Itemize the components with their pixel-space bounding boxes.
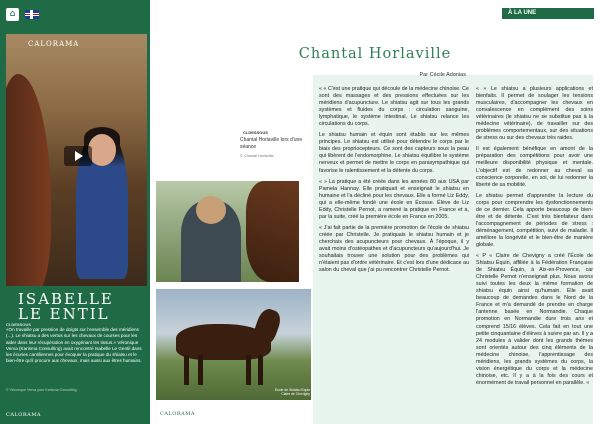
paragraph: « J'ai fait partie de la première promotion de l'école de shiatsu créée par Christelle. Je pratiquais le shiatsu humain et je cherchais des acupuncteurs pour chevaux. À l'époque, il y avait moins d'ostéopathes et d'acupuncteurs qu'aujourd'hui. Je souhaitais trouver une solution pour des problèmes qui n'étaient pas d'ordre vétérinaire. Et c'est lors d'une dédicace au salon du cheval que j'ai pu rencontrer Christelle Pernot. — [319, 224, 469, 274]
uk-flag-icon[interactable] — [25, 10, 39, 19]
left-caption: «On travaille par pression de doigts sur l'ensemble des méridiens (...). Le shiatsu a des vertus sur les chevaux de courses pour les aider dans leur récupération en oxygénant les tissus.» Véronique Verva (Karisma Consulting) avait rencontré Isabelle Le Gentil dans les écuries cantiliennes pour évoquer la pratique du shiatsu et le bien-être qu'il procure aux chevaux, mais aussi aux êtres humains. — [6, 327, 142, 364]
woman-head-shape — [196, 196, 226, 224]
horse-image — [6, 74, 51, 286]
horse-head-shape — [246, 181, 299, 282]
horse-leg — [184, 355, 189, 385]
photo-session — [156, 181, 299, 282]
name-line-2: LE ENTIL — [18, 305, 110, 323]
photo-caption-credit: © Chantal Horlaville — [240, 154, 274, 158]
paragraph: « « C'est une pratique qui découle de la médecine chinoise. Ce sont des massages et des pressions effectuées sur les méridiens d'acupuncture. Le shiatsu agit sur tous les grands systèmes et fluides du corps : circulation sanguine, lymphatique, le système intestinal. Le shiatsu relance les circulations du corps. — [319, 86, 469, 128]
paragraph: Le shiatsu humain et équin sont établis sur les mêmes principes. Le shiatsu est utilisé pour détendre le corps par le biais des propriocepteurs. Ce sont des capteurs sous la peau qui libèrent de l'endomorphine. Le shiatsu équilibre le système nerveux et permet de mettre le corps en parasympathique qui favorise le ralentissement et la détente du corps. — [319, 132, 469, 174]
play-icon[interactable] — [64, 146, 92, 166]
left-credit: © Véronique Verva pour Karisma Consulting — [6, 388, 77, 392]
horse-leg — [258, 355, 263, 385]
photo-horse — [156, 289, 311, 400]
face-shape — [88, 134, 116, 166]
page-title: Chantal Horlaville — [298, 46, 452, 62]
paragraph: Le shiatsu permet d'apprendre la lecture du corps pour comprendre les dysfonctionnements de ce dernier. Cela apporte beaucoup de bien-être et de détente. C'est très bienfaiteur dans l'accompagnement de périodes de stress : déménagement, compétition, suivi de maladie. Il améliore la longévité et le bien-être de manière globale. — [476, 192, 593, 248]
left-caption-label: CI-DESSOUS — [6, 322, 31, 327]
paragraph: « P « Claire de Chevigny a créé l'École de Shiatsu Équin, affiliée à la Fédération Française de Shiatsu Équin, à Aix-en-Provence, car Christelle Pernot n'enseignait plus. Nous avons suivi toutes les deux la même formation de shiatsu équin ainsi qu'humain. Elle avait beaucoup de demandes dans le Nord de la France et m'a demandé de prendre en charge l'antenne basée en Normandie. Chaque promotion en Normandie dure trois ans et comprend 15/16 élèves. Cela fait en tout une petite cinquantaine d'élèves à suivre par an. Il y a 24 modules à valider dont les grands thèmes sont orientés autour des cinq éléments de la médecine chinoise, l'apprentissage des méridiens, les grands systèmes du corps, la vision énergétique du corps et la médecine chinoise, etc. Il y a à la fois des cours et énormément de travail personnel en parallèle. « — [476, 253, 593, 386]
paragraph: Il est également bénéfique en amont de la préparation des compétitions pour avoir une meilleure disponibilité physique et mentale. L'objectif est de redonner au cheval sa conscience corporelle, en soi, de lui redonner la liberté de sa mobilité. — [476, 146, 593, 188]
top-nav — [0, 0, 150, 28]
byline: Par Cécile Adonias — [419, 72, 466, 78]
article-column-middle — [319, 86, 469, 278]
video-logo: CALORAMA — [28, 40, 80, 48]
photo-caption-label: CI-DESSOUS — [243, 130, 268, 135]
right-footer-logo: CALORAMA — [160, 411, 195, 417]
photo-caption: Chantal Horlaville lors d'une séance — [240, 137, 303, 150]
horse-leg — [246, 355, 251, 385]
article-column-right — [476, 86, 593, 391]
section-tab[interactable]: À LA UNE — [502, 8, 594, 19]
video-player[interactable] — [6, 34, 147, 286]
horse-neck-shape — [251, 306, 284, 347]
person-name — [18, 292, 114, 322]
home-icon[interactable]: ⌂ — [6, 8, 19, 21]
name-line-1: ISABELLE — [18, 290, 114, 308]
left-panel — [0, 0, 150, 424]
left-footer-logo: CALORAMA — [6, 412, 41, 418]
photo-horse-credit: Ecole de Shiatsu Equin Claire de Chevigny — [274, 388, 310, 396]
horse-leg — [198, 355, 203, 385]
paragraph: « » Le shiatsu a plusieurs applications et bienfaits. Il permet de soulager les tensions musculaires, d'accompagner les chevaux en convalescence en complément des soins vétérinaires (le shiatsu ne se substitue pas à la médecine vétérinaire), de travailler sur des problèmes comportementaux, sur des situations de stress ou sur des chevaux très raides. — [476, 86, 593, 142]
paragraph: « » La pratique a été créée dans les années 80 aux USA par Pamela Hannay. Elle pratiquait et enseignait le shiatsu en humaine et l'a décliné pour les chevaux. Elle a formé Liz Eddy, qui a elle-même fondé une école en Écosse. Élève de Liz Eddy, Christelle Pernot, a ramené la pratique en France et a, par la suite, créé la première école en France en 2005. — [319, 178, 469, 220]
